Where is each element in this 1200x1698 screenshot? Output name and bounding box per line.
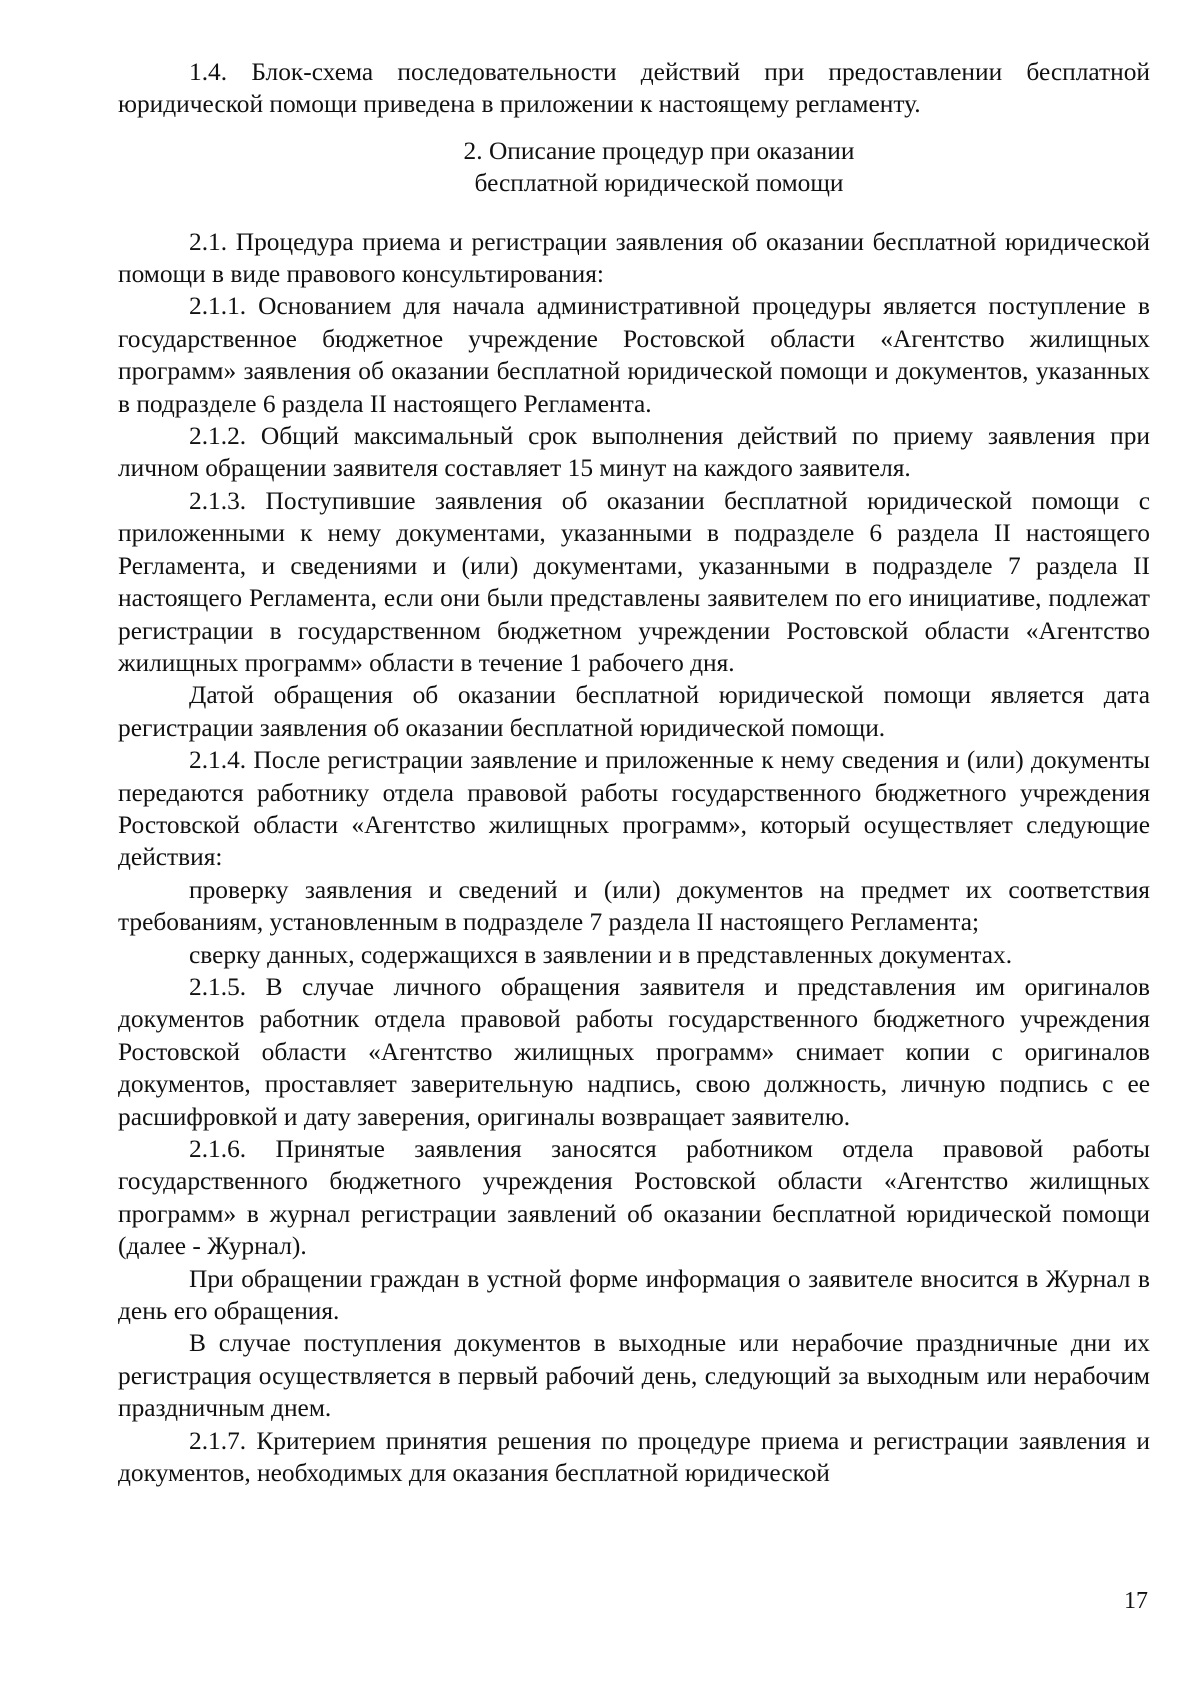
paragraph-data-reconciliation: сверку данных, содержащихся в заявлении и в представленных документах. [189,940,1013,969]
paragraph-date-of-request: Датой обращения об оказании бесплатной юридической помощи является дата регистрации заявления об оказании бесплатной юридической помощи. [118,681,1150,742]
paragraph-oral-request: При обращении граждан в устной форме информация о заявителе вносится в Журнал в день его обращения. [118,1264,1150,1326]
paragraph-check-application: проверку заявления и сведений и (или) документов на предмет их соответствия требованиям, установленным в подразделе 7 раздела II настоящего Регламента; [118,875,1150,937]
paragraph-2-1-5: 2.1.5. В случае личного обращения заявителя и представления им оригиналов документов работник отдела правовой работы государственного бюджетного учреждения Ростовской области «Агентство жилищных программ» снимает копии с оригиналов документов, проставляет заверительную надпись, свою должность, личную подпись с ее расшифровкой и дату заверения, оригиналы возвращает заявителю. [118,972,1150,1131]
paragraph-2-1-3: 2.1.3. Поступившие заявления об оказании бесплатной юридической помощи с приложенными к нему документами, указанными в подразделе 6 раздела II настоящего Регламента, и сведениями и (или) документами, указанными в подразделе 7 раздела II настоящего Регламента, если они были представлены заявителем по его инициативе, подлежат регистрации в государственном бюджетном учреждении Ростовской области «Агентство жилищных программ» области в течение 1 рабочего дня. [118,486,1150,677]
paragraph-2-1-4: 2.1.4. После регистрации заявление и приложенные к нему сведения и (или) документы передаются работнику отдела правовой работы государственного бюджетного учреждения Ростовской области «Агентство жилищных программ», который осуществляет следующие действия: [118,746,1150,872]
paragraph-2-1-7: 2.1.7. Критерием принятия решения по процедуре приема и регистрации заявления и документов, необходимых для оказания бесплатной юридической [118,1426,1150,1488]
paragraph-2-1-2: 2.1.2. Общий максимальный срок выполнения действий по приему заявления при личном обращении заявителя составляет 15 минут на каждого заявителя. [118,422,1150,483]
paragraph-2-1: 2.1. Процедура приема и регистрации заявления об оказании бесплатной юридической помощи в виде правового консультирования: [118,227,1150,289]
paragraph-2-1-6: 2.1.6. Принятые заявления заносятся работником отдела правовой работы государственного бюджетного учреждения Ростовской области «Агентство жилищных программ» в журнал регистрации заявлений об оказании бесплатной юридической помощи (далее - Журнал). [118,1135,1150,1261]
paragraph-1-4: 1.4. Блок-схема последовательности действий при предоставлении бесплатной юридической помощи приведена в приложении к настоящему регламенту. [118,58,1150,119]
section-heading [118,135,1150,200]
paragraph-holidays: В случае поступления документов в выходные или нерабочие праздничные дни их регистрация осуществляется в первый рабочий день, следующий за выходным или нерабочим праздничным днем. [118,1329,1150,1423]
paragraph-2-1-1: 2.1.1. Основанием для начала административной процедуры является поступление в государственное бюджетное учреждение Ростовской области «Агентство жилищных программ» заявления об оказании бесплатной юридической помощи и документов, указанных в подразделе 6 раздела II настоящего Регламента. [118,292,1150,418]
section-heading-line-2: бесплатной юридической помощи [474,169,844,198]
section-heading-line-1: 2. Описание процедур при оказании [463,136,855,165]
document-page [118,56,1150,1489]
page-number: 17 [1124,1588,1148,1614]
